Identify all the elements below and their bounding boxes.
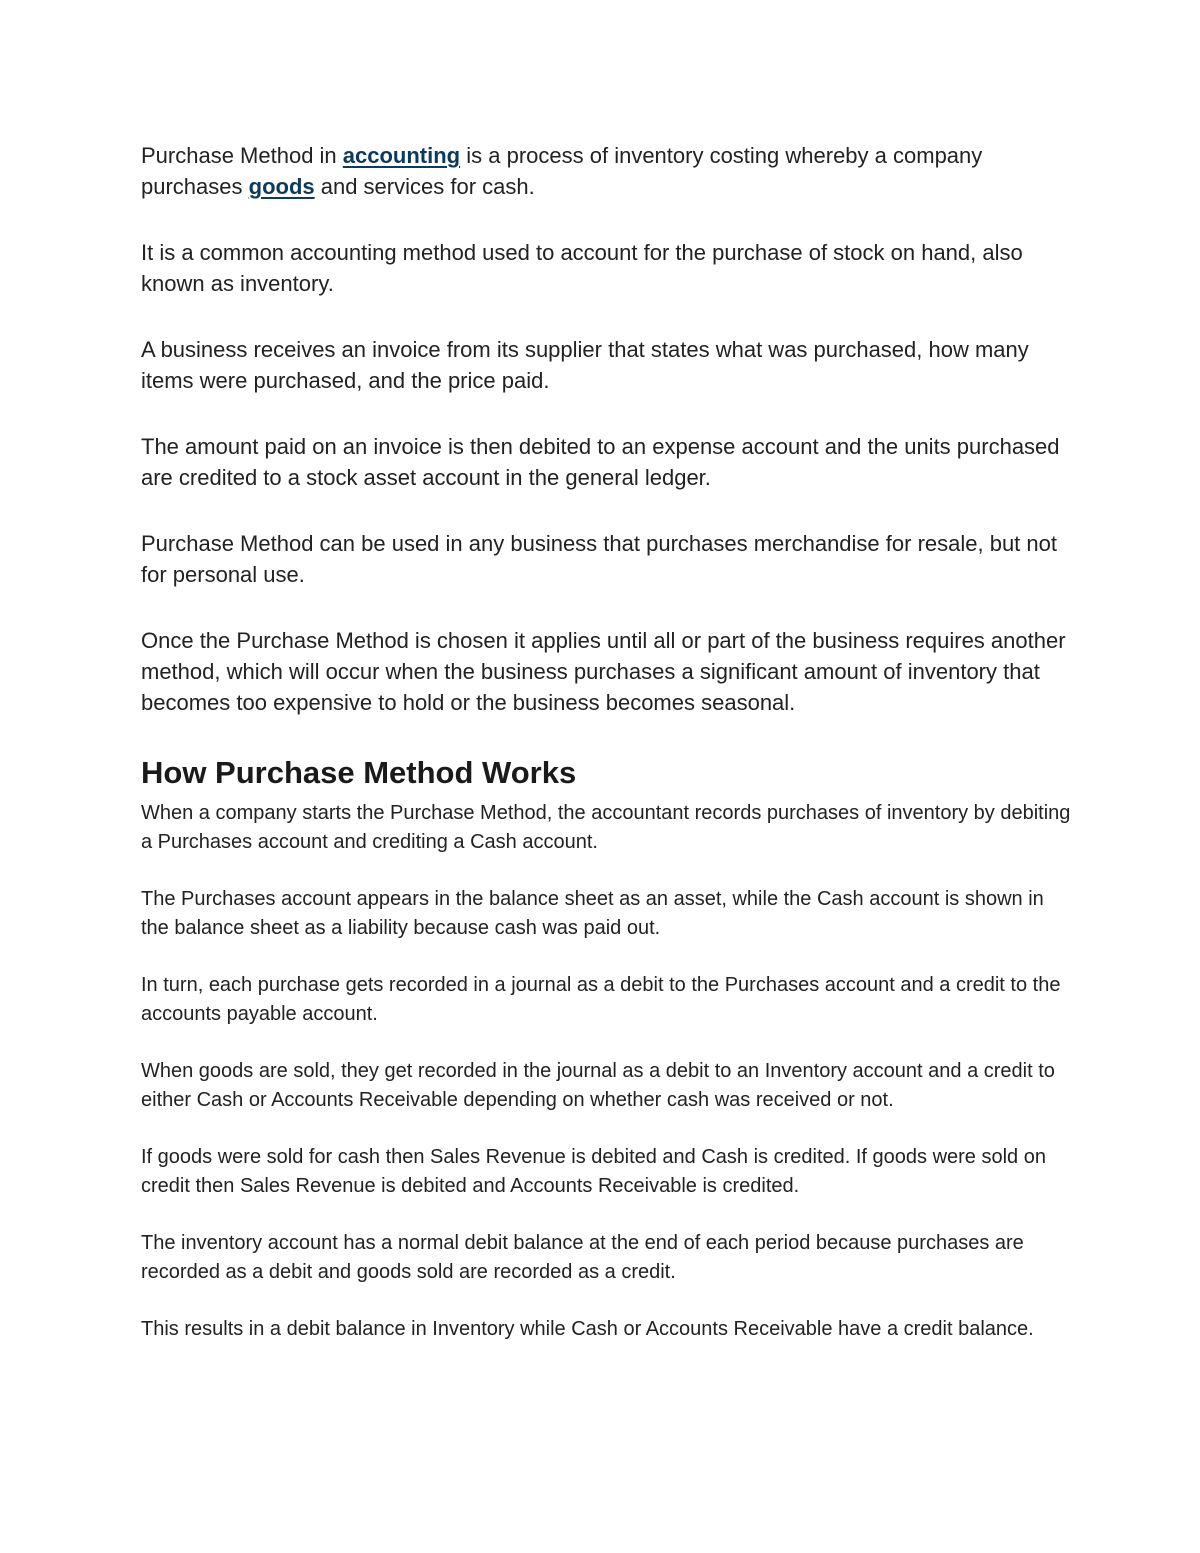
intro-paragraph-6: Once the Purchase Method is chosen it applies until all or part of the business requires another method, which will occur when the business purchases a significant amount of inventory that becomes too expensive to hold or the business becomes seasonal. [141, 628, 1066, 715]
how-it-works-section [141, 799, 1071, 1344]
goods-link[interactable]: goods [248, 174, 315, 199]
intro-paragraph-1 [141, 140, 1071, 202]
document-body [141, 140, 1071, 1373]
intro-paragraph-2: It is a common accounting method used to account for the purchase of stock on hand, also known as inventory. [141, 240, 1023, 296]
intro-p1-text-end: and services for cash. [314, 174, 535, 199]
intro-p1-text-start: Purchase Method in [141, 143, 343, 168]
works-paragraph-3: In turn, each purchase gets recorded in a journal as a debit to the Purchases account and a credit to the accounts payable account. [141, 974, 1061, 1025]
works-paragraph-5: If goods were sold for cash then Sales Revenue is debited and Cash is credited. If goods were sold on credit then Sales Revenue is debited and Accounts Receivable is credited. [141, 1146, 1046, 1197]
works-paragraph-7: This results in a debit balance in Inventory while Cash or Accounts Receivable have a credit balance. [141, 1318, 1034, 1340]
works-paragraph-6: The inventory account has a normal debit balance at the end of each period because purchases are recorded as a debit and goods sold are recorded as a credit. [141, 1232, 1024, 1283]
works-paragraph-4: When goods are sold, they get recorded in the journal as a debit to an Inventory account and a credit to either Cash or Accounts Receivable depending on whether cash was received or not. [141, 1060, 1055, 1111]
intro-paragraph-5: Purchase Method can be used in any business that purchases merchandise for resale, but not for personal use. [141, 531, 1057, 587]
works-paragraph-2: The Purchases account appears in the balance sheet as an asset, while the Cash account is shown in the balance sheet as a liability because cash was paid out. [141, 888, 1044, 939]
intro-p1-text-middle: is a process of inventory costing whereby a company purchases [141, 143, 983, 199]
accounting-link[interactable]: accounting [342, 143, 461, 168]
works-paragraph-1: When a company starts the Purchase Method, the accountant records purchases of inventory by debiting a Purchases account and crediting a Cash account. [141, 802, 1071, 853]
intro-paragraph-3: A business receives an invoice from its supplier that states what was purchased, how many items were purchased, and the price paid. [141, 337, 1029, 393]
section-heading: How Purchase Method Works [141, 755, 577, 790]
intro-section [141, 140, 1071, 718]
intro-paragraph-4: The amount paid on an invoice is then debited to an expense account and the units purchased are credited to a stock asset account in the general ledger. [141, 434, 1060, 490]
